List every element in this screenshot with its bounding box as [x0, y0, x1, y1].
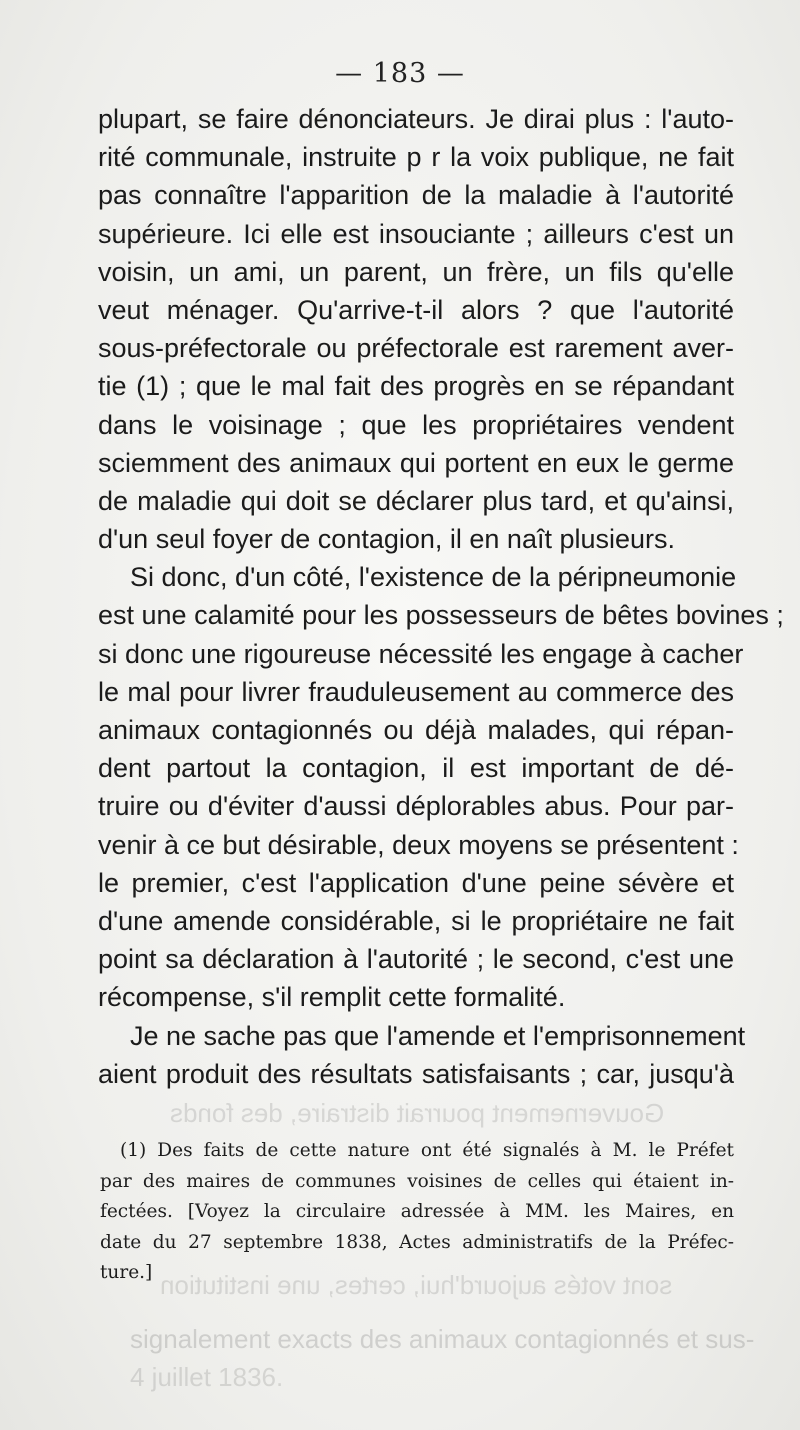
show-through-text: 4 juillet 1836.	[130, 1362, 284, 1392]
paragraph	[98, 1017, 746, 1093]
footnote-line: ture.]	[100, 1262, 153, 1283]
text-line: rité communale, instruite p r la voix publique, ne fait	[98, 142, 734, 173]
text-line: veut ménager. Qu'arrive-t-il alors ? que l'autorité	[98, 294, 734, 325]
text-line: truire ou d'éviter d'aussi déplorables abus. Pour par-	[98, 791, 734, 822]
text-line: animaux contagionnés ou déjà malades, qui répan-	[98, 715, 734, 745]
show-through-text: sont votés aujourd'hui, certes, une institution	[160, 1270, 673, 1300]
text-line: d'une amende considérable, si le propriétaire ne fait	[98, 905, 734, 936]
text-line: de maladie qui doit se déclarer plus tard, et qu'ainsi,	[98, 485, 734, 516]
show-through-text: signalement exacts des animaux contagionnés et sus-	[130, 1324, 755, 1354]
text-line: le mal pour livrer frauduleusement au commerce des	[98, 676, 734, 707]
paragraph	[98, 558, 784, 1016]
text-line: sciemment des animaux qui portent en eux le germe	[98, 447, 734, 478]
text-line: dans le voisinage ; que les propriétaires vendent	[98, 409, 734, 440]
text-line: supérieure. Ici elle est insouciante ; ailleurs c'est un	[98, 218, 734, 249]
footnote	[100, 1136, 734, 1289]
text-line: tie (1) ; que le mal fait des progrès en se répandant	[98, 371, 734, 402]
text-line: voisin, un ami, un parent, un frère, un fils qu'elle	[98, 256, 734, 287]
footnote-line: (1) Des faits de cette nature ont été signalés à M. le Préfet	[120, 1140, 734, 1161]
page-number: — 183 —	[335, 58, 465, 89]
text-line: dent partout la contagion, il est important de dé-	[98, 753, 734, 784]
text-line: venir à ce but désirable, deux moyens se présentent :	[98, 829, 739, 860]
text-line: aient produit des résultats satisfaisants ; car, jusqu'à	[98, 1058, 734, 1089]
paragraph	[98, 100, 734, 558]
text-line: si donc une rigoureuse nécessité les engage à cacher	[98, 638, 744, 669]
text-line: récompense, s'il remplit cette formalité.	[98, 982, 566, 1013]
text-line: plupart, se faire dénonciateurs. Je dirai plus : l'auto-	[98, 104, 734, 134]
text-line: Je ne sache pas que l'amende et l'emprisonnement	[130, 1020, 746, 1051]
text-line: Si donc, d'un côté, l'existence de la péripneumonie	[130, 562, 737, 593]
main-text	[98, 100, 784, 1093]
text-line: pas connaître l'apparition de la maladie à l'autorité	[98, 180, 734, 211]
text-line: d'un seul foyer de contagion, il en naît plusieurs.	[98, 524, 676, 555]
footnote-line: fectées. [Voyez la circulaire adressée à MM. les Maires, en	[100, 1201, 734, 1222]
show-through-text: Gouvernement pourrait distraire, des fonds	[170, 1098, 665, 1128]
footnote-line: par des maires de communes voisines de celles qui étaient in-	[100, 1170, 734, 1192]
text-line: sous-préfectorale ou préfectorale est rarement aver-	[98, 333, 734, 364]
text-line: point sa déclaration à l'autorité ; le second, c'est une	[98, 944, 734, 975]
text-line: est une calamité pour les possesseurs de bêtes bovines ;	[98, 600, 784, 631]
text-line: le premier, c'est l'application d'une peine sévère et	[98, 867, 734, 898]
footnote-line: date du 27 septembre 1838, Actes administratifs de la Préfec-	[100, 1231, 734, 1253]
